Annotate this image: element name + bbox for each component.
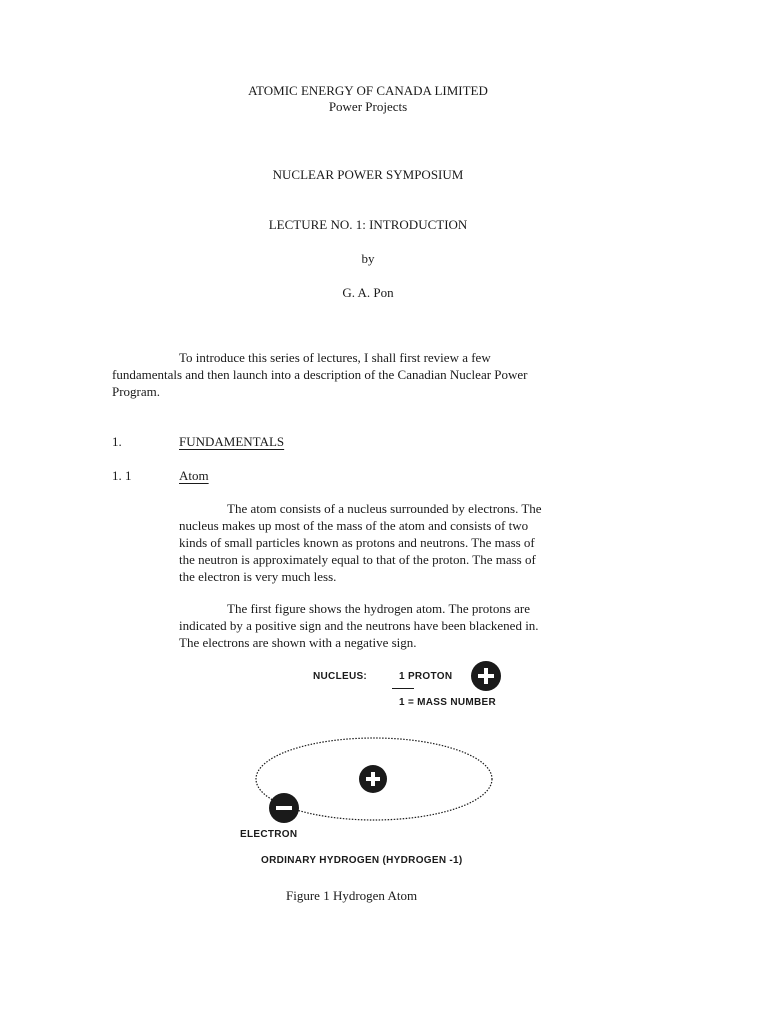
author-name: G. A. Pon [342, 285, 394, 300]
intro-line-2: fundamentals and then launch into a description of the Canadian Nuclear Power [112, 367, 528, 382]
symposium-title: NUCLEAR POWER SYMPOSIUM [272, 167, 464, 182]
para1-line-2: nucleus makes up most of the mass of the atom and consists of two [179, 518, 529, 533]
lecture-title: LECTURE NO. 1: INTRODUCTION [268, 217, 468, 232]
para1-line-5: the electron is very much less. [179, 569, 337, 584]
para1-line-4: the neutron is approximately equal to that of the proton. The mass of [179, 552, 536, 567]
division-title: Power Projects [328, 99, 408, 114]
para2-line-2: indicated by a positive sign and the neutrons have been blackened in. [179, 618, 539, 633]
diagram-title: ORDINARY HYDROGEN (HYDROGEN -1) [261, 855, 463, 866]
nucleus-label: NUCLEUS: [313, 671, 368, 682]
organization-title: ATOMIC ENERGY OF CANADA LIMITED [248, 83, 488, 98]
section-number: 1. [112, 434, 122, 449]
fraction-line [392, 688, 414, 689]
section-title: FUNDAMENTALS [179, 434, 285, 449]
proton-count: 1 PROTON [399, 671, 453, 682]
para1-line-3: kinds of small particles known as protons and neutrons. The mass of [179, 535, 535, 550]
figure-caption: Figure 1 Hydrogen Atom [286, 888, 418, 903]
para1-line-1: The atom consists of a nucleus surrounded by electrons. The [227, 501, 542, 516]
intro-line-1: To introduce this series of lectures, I shall first review a few [179, 350, 491, 365]
para2-line-1: The first figure shows the hydrogen atom. The protons are [227, 601, 531, 616]
subsection-title: Atom [179, 468, 209, 483]
proton-plus-icon [470, 660, 502, 692]
subsection-number: 1. 1 [112, 468, 132, 483]
electron-label: ELECTRON [240, 829, 298, 840]
intro-line-3: Program. [112, 384, 161, 399]
hydrogen-atom-diagram [250, 730, 500, 830]
nucleus-proton-icon [359, 765, 387, 793]
mass-number: 1 = MASS NUMBER [399, 697, 497, 708]
electron-minus-icon [269, 793, 299, 823]
byline: by [361, 251, 375, 266]
para2-line-3: The electrons are shown with a negative sign. [179, 635, 417, 650]
